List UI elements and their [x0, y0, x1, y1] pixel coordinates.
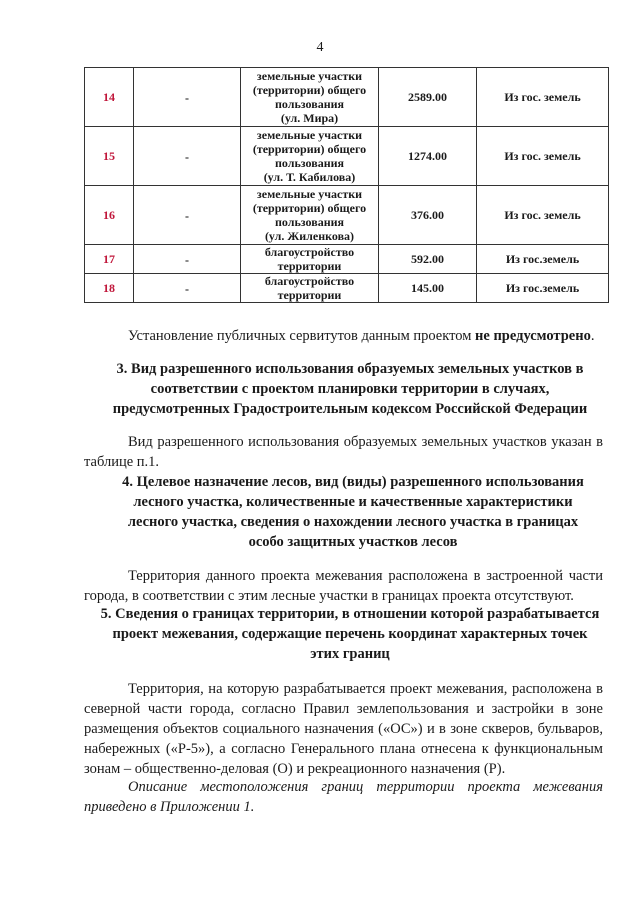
servitude-end: . — [590, 327, 595, 344]
row-area: 376.00 — [379, 186, 477, 245]
row-dash: - — [185, 90, 189, 105]
row-area: 1274.00 — [379, 127, 477, 186]
land-type-line: (территории) общего — [252, 142, 367, 156]
section5-heading: 5. Сведения о границах территории, в отношении которой разрабатывается проект межевания, содержащие перечень координат характерных точек этих границ — [100, 606, 600, 662]
row-land-type — [241, 274, 379, 303]
row-area: 145.00 — [379, 274, 477, 303]
section3-heading: 3. Вид разрешенного использования образуемых земельных участков в соответствии с проектом планировки территории в случаях, предусмотренных Градостроительным кодексом Российской Федерации — [112, 361, 588, 417]
land-type-line: (ул. Т. Кабилова) — [263, 170, 356, 184]
land-type-line: благоустройство — [264, 245, 355, 259]
land-type-line: земельные участки — [256, 128, 363, 142]
row-number: 18 — [85, 274, 134, 303]
row-dash: - — [185, 281, 189, 296]
row-dash-cell — [134, 186, 241, 245]
row-number: 17 — [85, 245, 134, 274]
servitude-note — [84, 326, 603, 346]
table-row — [85, 274, 609, 303]
row-land-type — [241, 245, 379, 274]
row-dash: - — [185, 149, 189, 164]
land-type-line: благоустройство — [264, 274, 355, 288]
row-source: Из гос. земель — [477, 186, 609, 245]
land-type-line: пользования — [274, 97, 345, 111]
land-type-line: земельные участки — [256, 187, 363, 201]
row-dash-cell — [134, 245, 241, 274]
row-number: 16 — [85, 186, 134, 245]
parcels-table — [84, 67, 609, 303]
row-source: Из гос. земель — [477, 68, 609, 127]
row-land-type — [241, 68, 379, 127]
land-type-line: земельные участки — [256, 69, 363, 83]
land-type-line: территории — [277, 259, 342, 273]
row-source: Из гос.земель — [477, 274, 609, 303]
table-row — [85, 186, 609, 245]
section4-heading: 4. Целевое назначение лесов, вид (виды) разрешенного использования лесного участка, количественные и качественные характеристики лесного участка, сведения о нахождении лесного участка в границах особо защитных участков лесов — [122, 474, 584, 550]
row-dash-cell — [134, 127, 241, 186]
section5-body: Территория, на которую разрабатывается проект межевания, расположена в северной части города, согласно Правил землепользования и застройки в зоне размещения объектов социального назначения («ОС») и в зоне скверов, бульваров, набережных («Р-5»), а согласно Генерального плана отнесена к функциональным зонам – общественно-деловая (О) и рекреационного назначения (Р). — [84, 680, 603, 777]
row-source: Из гос. земель — [477, 127, 609, 186]
land-type-line: территории — [277, 288, 342, 302]
row-number: 15 — [85, 127, 134, 186]
land-type-line: пользования — [274, 156, 345, 170]
land-type-line: (территории) общего — [252, 83, 367, 97]
row-area: 592.00 — [379, 245, 477, 274]
row-source: Из гос.земель — [477, 245, 609, 274]
row-area: 2589.00 — [379, 68, 477, 127]
section5-note: Описание местоположения границ территории проекта межевания приведено в Приложении 1. — [84, 778, 603, 815]
row-land-type — [241, 186, 379, 245]
row-land-type — [241, 127, 379, 186]
land-type-line: (ул. Жиленкова) — [264, 229, 355, 243]
table-row — [85, 127, 609, 186]
land-type-line: (ул. Мира) — [280, 111, 339, 125]
servitude-bold: не предусмотрено — [475, 327, 591, 344]
table-row — [85, 68, 609, 127]
land-type-line: (территории) общего — [252, 201, 367, 215]
servitude-text: Установление публичных сервитутов данным проектом — [128, 327, 476, 344]
row-dash: - — [185, 208, 189, 223]
row-dash-cell — [134, 68, 241, 127]
row-dash: - — [185, 252, 189, 267]
section4-body: Территория данного проекта межевания расположена в застроенной части города, в соответствии с этим лесные участки в границах проекта отсутствуют. — [84, 567, 603, 604]
land-type-line: пользования — [274, 215, 345, 229]
row-dash-cell — [134, 274, 241, 303]
section3-body: Вид разрешенного использования образуемых земельных участков указан в таблице п.1. — [84, 433, 603, 470]
page-number: 4 — [316, 40, 324, 55]
table-row — [85, 245, 609, 274]
row-number: 14 — [85, 68, 134, 127]
